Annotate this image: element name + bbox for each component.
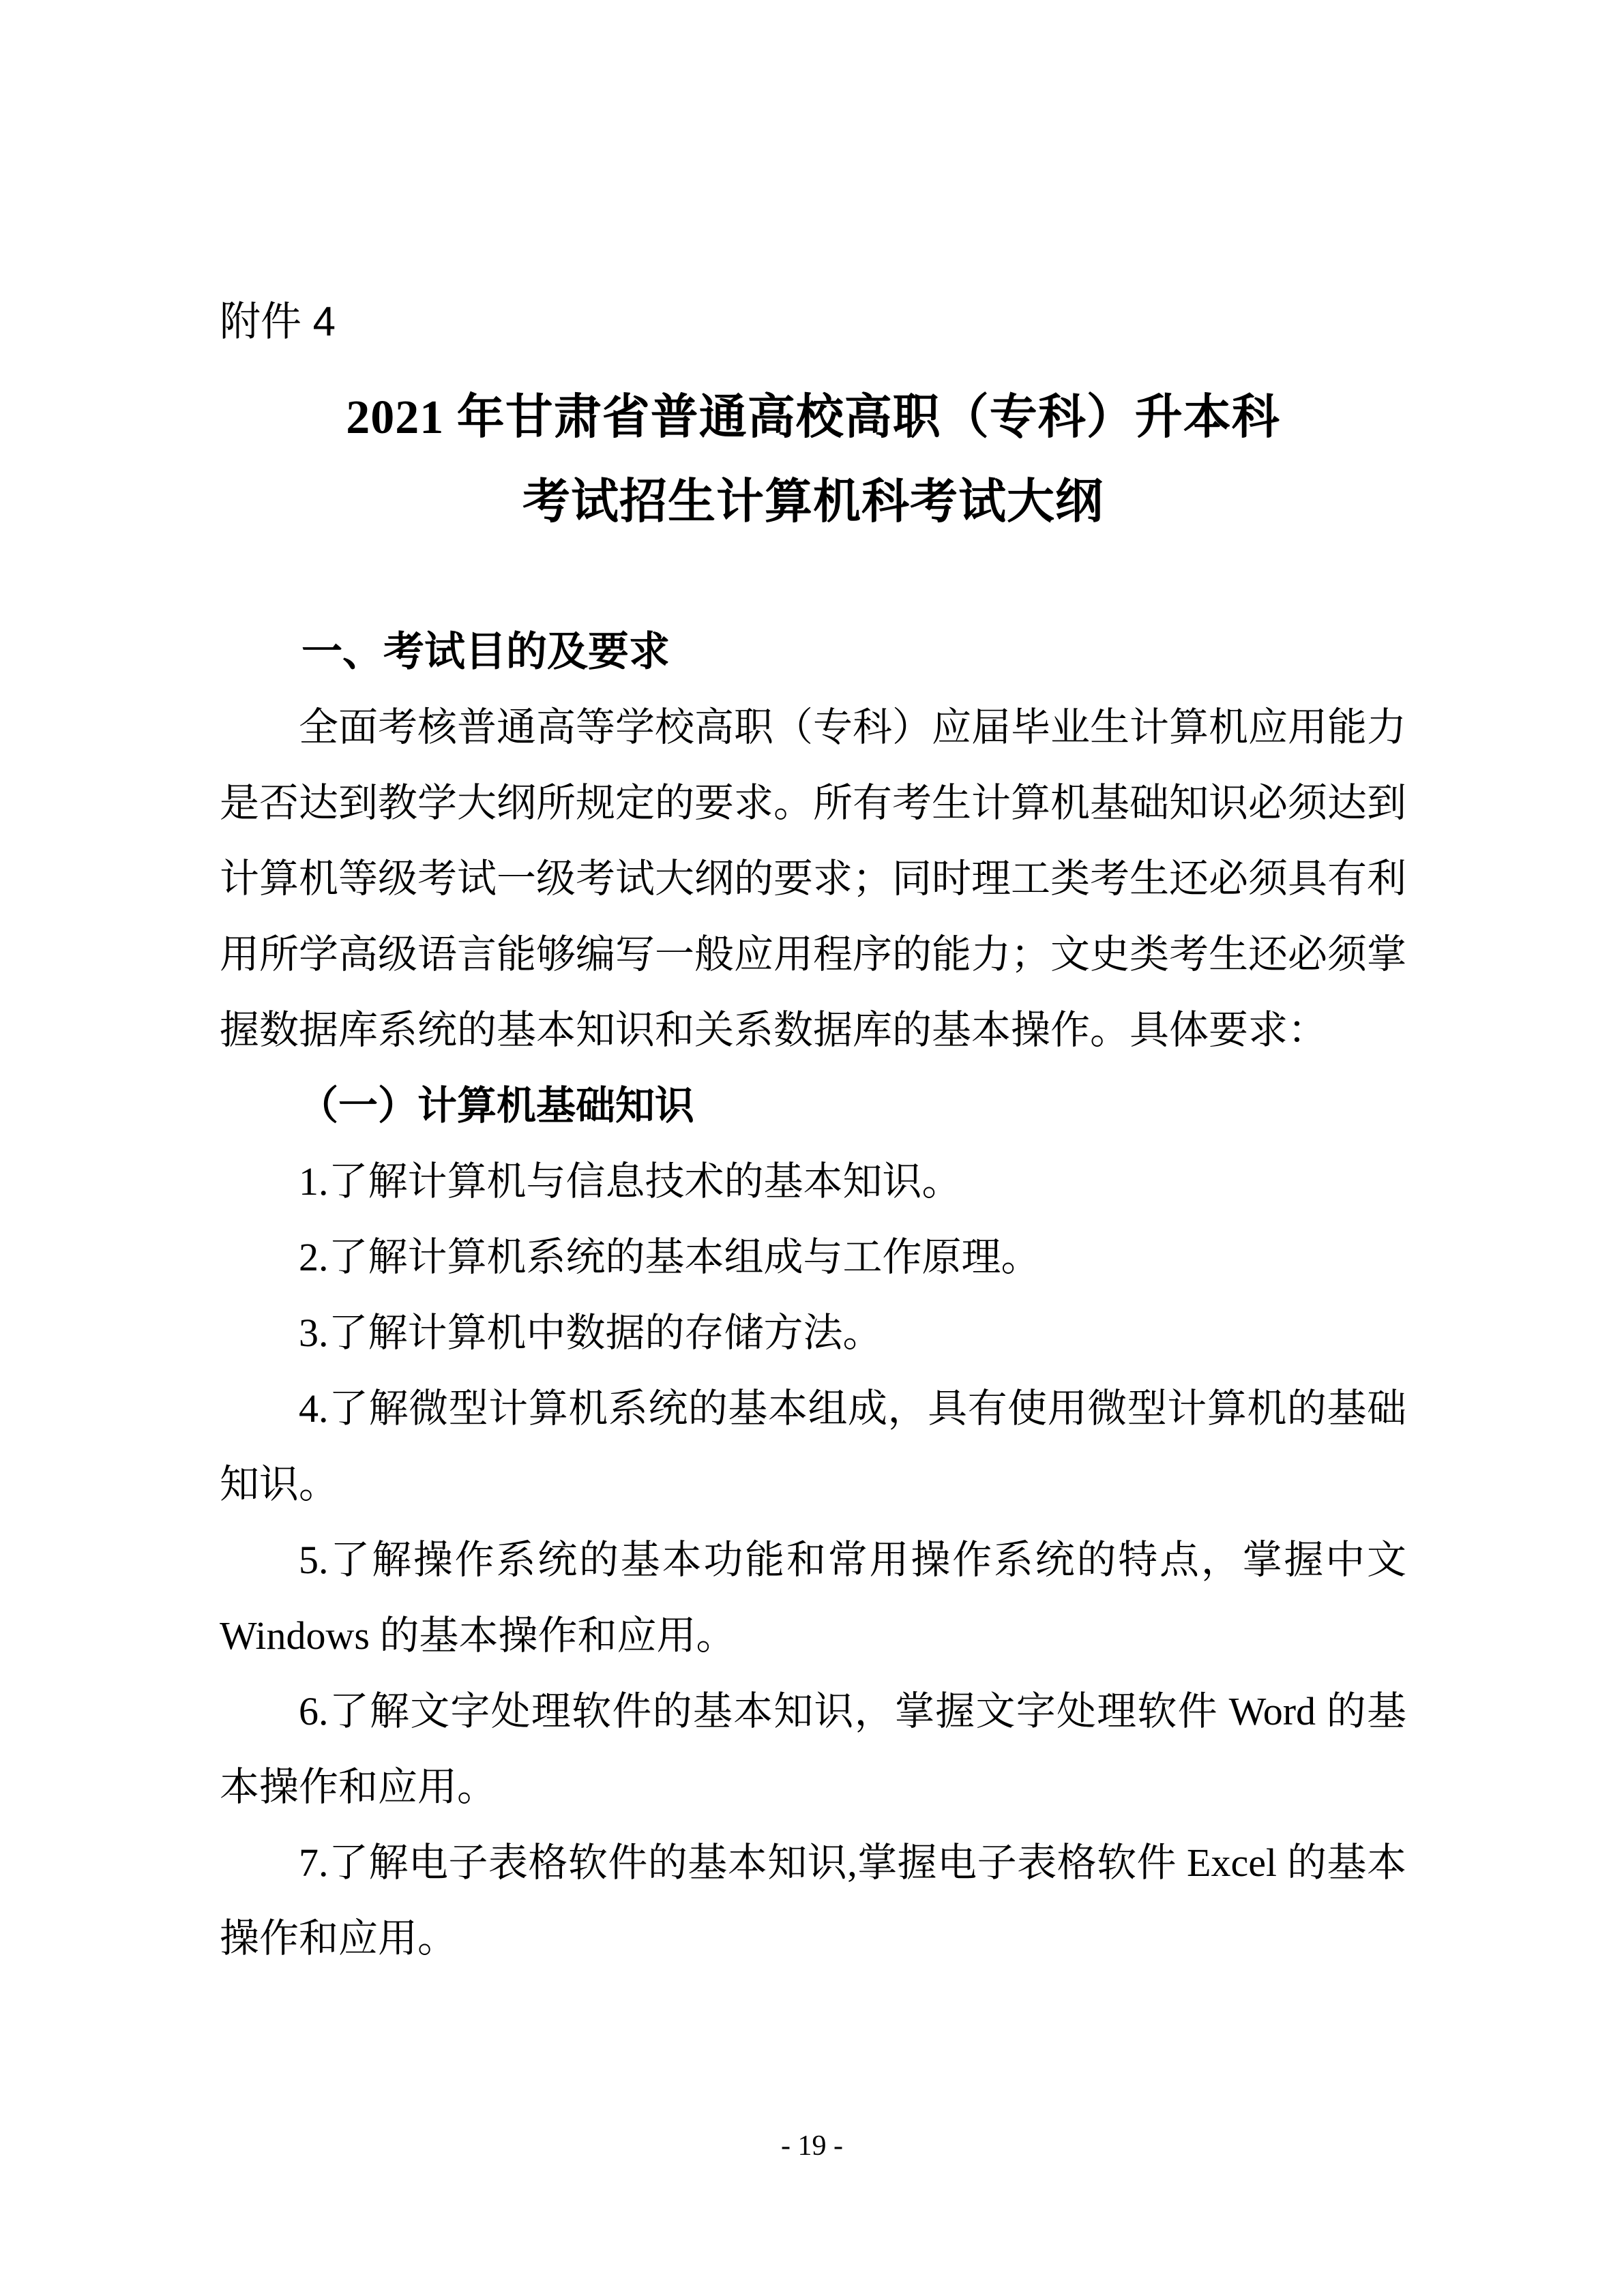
document-content bbox=[220, 300, 1406, 1976]
subsection-heading-computer-basics: （一）计算机基础知识 bbox=[299, 1084, 695, 1128]
document-title-line-2: 考试招生计算机科考试大纲 bbox=[522, 476, 1104, 528]
requirement-item-5: 5.了解操作系统的基本功能和常用操作系统的特点，掌握中文 Windows 的基本操作和应用。 bbox=[220, 1538, 1406, 1658]
requirement-item-2: 2.了解计算机系统的基本组成与工作原理。 bbox=[299, 1235, 1041, 1279]
attachment-label: 附件 4 bbox=[220, 299, 336, 344]
requirement-item-7: 7.了解电子表格软件的基本知识,掌握电子表格软件 Excel 的基本操作和应用。 bbox=[220, 1840, 1406, 1960]
document-title bbox=[220, 376, 1406, 545]
document-title-line-1: 2021 年甘肃省普通高校高职（专科）升本科 bbox=[346, 391, 1280, 444]
section-heading-exam-purpose: 一、考试目的及要求 bbox=[301, 629, 670, 674]
section-paragraph: 全面考核普通高等学校高职（专科）应届毕业生计算机应用能力是否达到教学大纲所规定的要求。所有考生计算机基础知识必须达到计算机等级考试一级考试大纲的要求；同时理工类考生还必须具有利用所学高级语言能够编写一般应用程序的能力；文史类考生还必须掌握数据库系统的基本知识和关系数据库的基本操作。具体要求： bbox=[220, 705, 1407, 1052]
requirement-item-6: 6.了解文字处理软件的基本知识，掌握文字处理软件 Word 的基本操作和应用。 bbox=[220, 1689, 1406, 1809]
requirement-item-4: 4.了解微型计算机系统的基本组成，具有使用微型计算机的基础知识。 bbox=[220, 1386, 1406, 1506]
page-number: - 19 - bbox=[781, 2130, 843, 2162]
requirement-item-1: 1.了解计算机与信息技术的基本知识。 bbox=[299, 1159, 962, 1204]
requirement-item-3: 3.了解计算机中数据的存储方法。 bbox=[299, 1311, 883, 1355]
